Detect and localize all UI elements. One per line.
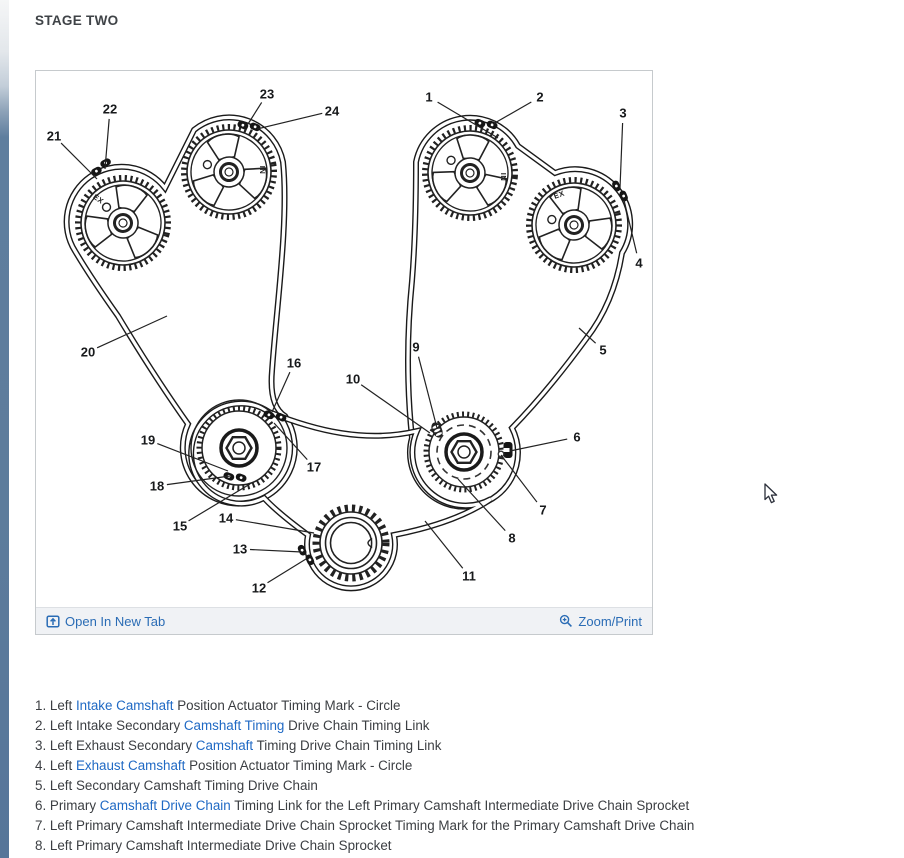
callout-10 bbox=[346, 372, 430, 434]
svg-text:22: 22 bbox=[102, 101, 118, 117]
parts-list-item-3 bbox=[35, 736, 795, 756]
svg-text:17: 17 bbox=[306, 459, 322, 475]
svg-text:7: 7 bbox=[539, 502, 547, 518]
parts-link[interactable]: Camshaft bbox=[195, 738, 254, 753]
parts-text: Left Secondary Camshaft Timing Drive Chain bbox=[49, 778, 318, 793]
callout-22 bbox=[103, 102, 117, 170]
svg-text:8: 8 bbox=[508, 530, 516, 546]
page-left-strip bbox=[0, 0, 9, 858]
svg-text:16: 16 bbox=[286, 355, 302, 371]
callout-13 bbox=[233, 542, 302, 557]
svg-text:11: 11 bbox=[462, 568, 476, 584]
parts-text: Timing Link for the Left Primary Camshaft Intermediate Drive Chain Sprocket bbox=[230, 798, 690, 813]
right-intake-label: IN bbox=[499, 172, 508, 182]
parts-list-item-4 bbox=[35, 756, 795, 776]
callout-16 bbox=[272, 356, 301, 413]
diagram-panel bbox=[35, 70, 653, 635]
parts-list-number: 7. bbox=[35, 818, 50, 833]
svg-text:14: 14 bbox=[218, 510, 234, 526]
crankshaft-sprocket bbox=[316, 508, 386, 578]
callout-9 bbox=[412, 340, 437, 429]
parts-list-number: 6. bbox=[35, 798, 50, 813]
svg-text:2: 2 bbox=[536, 89, 544, 105]
parts-list-number: 1. bbox=[35, 698, 50, 713]
callout-21 bbox=[47, 129, 97, 180]
open-in-new-tab-link[interactable] bbox=[46, 614, 165, 629]
svg-text:1: 1 bbox=[425, 89, 433, 105]
parts-link[interactable]: Intake Camshaft bbox=[75, 698, 174, 713]
parts-list-item-8 bbox=[35, 836, 795, 856]
parts-list-number: 3. bbox=[35, 738, 50, 753]
page-title: STAGE TWO bbox=[35, 13, 119, 28]
parts-text: Timing Drive Chain Timing Link bbox=[253, 738, 442, 753]
parts-link[interactable]: Camshaft Drive Chain bbox=[99, 798, 231, 813]
callout-24 bbox=[257, 104, 340, 130]
right-exhaust-label: EX bbox=[552, 188, 566, 201]
callout-11 bbox=[425, 521, 476, 584]
svg-text:3: 3 bbox=[619, 105, 627, 121]
callout-23 bbox=[248, 87, 274, 125]
svg-text:15: 15 bbox=[172, 518, 188, 534]
zoom-print-label: Zoom/Print bbox=[578, 613, 642, 629]
panel-footer bbox=[36, 607, 652, 634]
open-in-new-tab-icon bbox=[46, 614, 60, 628]
zoom-print-link[interactable] bbox=[559, 614, 642, 629]
open-in-new-tab-label: Open In New Tab bbox=[65, 613, 166, 629]
callout-12 bbox=[252, 559, 306, 596]
parts-text: Left Intake Secondary bbox=[49, 718, 184, 733]
svg-text:20: 20 bbox=[80, 344, 96, 360]
parts-text: Left bbox=[49, 698, 76, 713]
svg-text:5: 5 bbox=[599, 342, 607, 358]
parts-text: Left Exhaust Secondary bbox=[49, 738, 196, 753]
svg-text:24: 24 bbox=[324, 103, 340, 119]
parts-text: Left Primary Camshaft Intermediate Drive Chain Sprocket Timing Mark for the Primary Camshaft Drive Chain bbox=[49, 818, 695, 833]
parts-list-item-1 bbox=[35, 696, 795, 716]
parts-list-number: 4. bbox=[35, 758, 50, 773]
timing-chain-diagram bbox=[36, 71, 652, 607]
svg-text:21: 21 bbox=[46, 128, 62, 144]
parts-text: Drive Chain Timing Link bbox=[284, 718, 430, 733]
parts-list-number: 8. bbox=[35, 838, 50, 853]
svg-text:9: 9 bbox=[412, 339, 420, 355]
left-intake-label: IN bbox=[258, 165, 267, 175]
svg-text:10: 10 bbox=[345, 371, 361, 387]
parts-text: Left Primary Camshaft Intermediate Drive Chain Sprocket bbox=[49, 838, 392, 853]
timing-chain-svg bbox=[36, 71, 652, 607]
parts-list-item-7 bbox=[35, 816, 795, 836]
parts-list bbox=[35, 696, 795, 856]
svg-text:12: 12 bbox=[251, 580, 267, 596]
parts-text: Position Actuator Timing Mark - Circle bbox=[185, 758, 413, 773]
svg-text:23: 23 bbox=[259, 86, 275, 102]
parts-list-item-6 bbox=[35, 796, 795, 816]
callout-2 bbox=[493, 90, 544, 125]
parts-list-number: 2. bbox=[35, 718, 50, 733]
right-intake-cam-sprocket bbox=[421, 124, 519, 222]
svg-text:18: 18 bbox=[149, 478, 165, 494]
primary-chain-timing-link bbox=[504, 442, 513, 458]
magnifier-plus-icon bbox=[559, 614, 573, 628]
parts-link[interactable]: Exhaust Camshaft bbox=[75, 758, 186, 773]
svg-text:13: 13 bbox=[232, 541, 248, 557]
svg-text:19: 19 bbox=[140, 432, 156, 448]
parts-text: Position Actuator Timing Mark - Circle bbox=[173, 698, 401, 713]
parts-list-item-2 bbox=[35, 716, 795, 736]
mouse-cursor bbox=[764, 483, 780, 510]
callout-3 bbox=[619, 106, 626, 189]
parts-text: Primary bbox=[49, 798, 100, 813]
svg-text:6: 6 bbox=[573, 429, 581, 445]
parts-list-item-5 bbox=[35, 776, 795, 796]
parts-link[interactable]: Camshaft Timing bbox=[183, 718, 285, 733]
svg-text:4: 4 bbox=[635, 255, 643, 271]
parts-text: Left bbox=[49, 758, 76, 773]
parts-list-number: 5. bbox=[35, 778, 50, 793]
left-exhaust-label: EX bbox=[91, 192, 106, 206]
